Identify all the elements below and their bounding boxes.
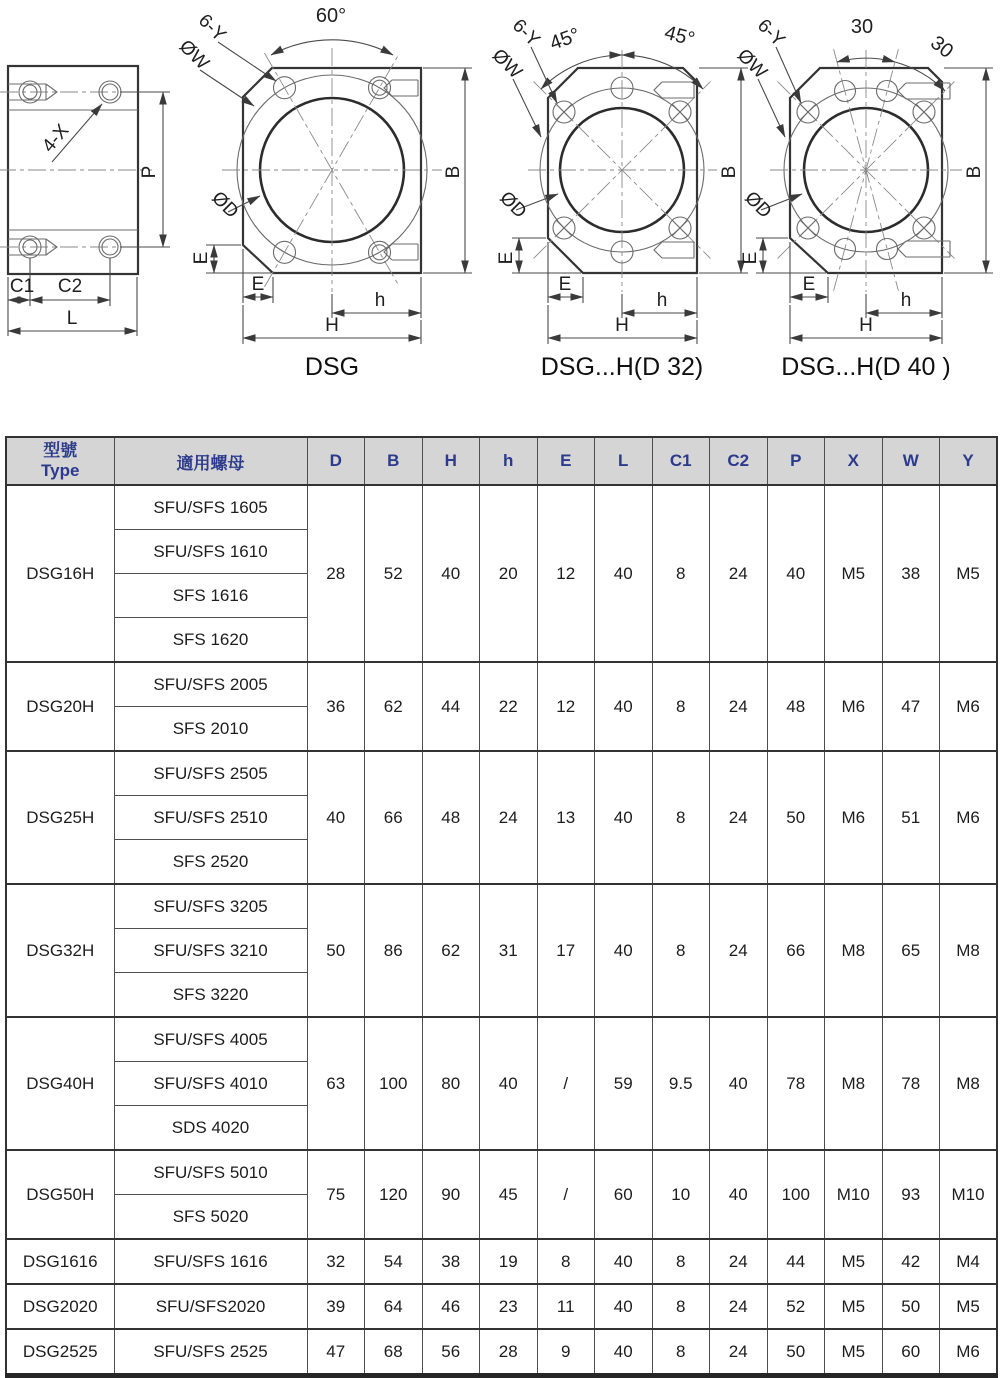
header-col-h: h [480,437,538,485]
cell-nut: SFU/SFS 4010 [114,1062,307,1106]
table-row [6,1150,997,1195]
cell-value: 8 [652,1284,710,1329]
dim-label-b: B [443,165,464,179]
cell-value: 100 [365,1017,423,1150]
cell-value: 9.5 [652,1017,710,1150]
cell-value: M8 [825,1017,883,1150]
cell-value: 62 [422,884,480,1017]
cell-value: M5 [825,1284,883,1329]
header-col-X: X [825,437,883,485]
hole-count-label: 4-X [38,120,74,157]
header-col-D: D [307,437,365,485]
technical-drawings [0,0,1000,430]
drawing-dsg [175,5,472,381]
cell-value: 54 [365,1239,423,1284]
dim-label-ow: ØW [732,45,771,84]
angle-label-60: 60° [315,5,347,27]
dim-label-od: ØD [495,187,531,223]
cell-nut: SFU/SFS 1616 [114,1239,307,1284]
dim-label-h-small: h [374,290,386,311]
cell-value: 36 [307,662,365,751]
hole-count-label: 6-Y [753,15,789,51]
dim-label-ow: ØW [174,36,213,75]
cell-value: 20 [480,485,538,662]
cell-value: 50 [767,1329,825,1376]
cell-value: M5 [940,485,998,662]
cell-value: 44 [767,1239,825,1284]
cell-value: 8 [537,1239,595,1284]
cell-value: 40 [307,751,365,884]
cell-value: M6 [825,751,883,884]
cell-value: 31 [480,884,538,1017]
table-row [6,1239,997,1284]
cell-value: 50 [882,1284,940,1329]
cell-model: DSG40H [6,1017,114,1150]
angle-label-45: 45° [546,23,583,55]
angle-label-45: 45° [662,21,698,51]
cell-model: DSG50H [6,1150,114,1239]
cell-value: M8 [940,884,998,1017]
cell-value: M6 [825,662,883,751]
cell-value: 59 [595,1017,653,1150]
hole-count-label: 6-Y [194,10,230,46]
cell-value: 13 [537,751,595,884]
cell-value: 60 [595,1150,653,1239]
dim-label-l: L [66,308,78,329]
cell-value: 62 [365,662,423,751]
cell-value: 12 [537,662,595,751]
cell-value: 9 [537,1329,595,1376]
cell-nut: SFS 2520 [114,840,307,885]
dim-label-ow: ØW [487,45,526,84]
cell-value: 17 [537,884,595,1017]
cell-nut: SDS 4020 [114,1106,307,1151]
dim-label-e: E [740,251,761,265]
cell-model: DSG32H [6,884,114,1017]
cell-nut: SFU/SFS 1610 [114,530,307,574]
cell-value: 45 [480,1150,538,1239]
cell-value: 40 [595,884,653,1017]
cell-value: / [537,1017,595,1150]
caption-dsg-h32: DSG...H(D 32) [540,353,704,381]
cell-value: 63 [307,1017,365,1150]
spec-table [5,436,998,1378]
cell-value: 8 [652,884,710,1017]
cell-value: M10 [940,1150,998,1239]
cell-value: 42 [882,1239,940,1284]
table-row [6,1017,997,1062]
cell-value: 40 [710,1150,768,1239]
cell-nut: SFU/SFS 4005 [114,1017,307,1062]
cell-nut: SFU/SFS 2005 [114,662,307,707]
cell-value: 52 [767,1284,825,1329]
cell-value: / [537,1150,595,1239]
cell-value: 90 [422,1150,480,1239]
drawing-side-view [0,66,170,336]
cell-value: 78 [767,1017,825,1150]
dim-label-h-big: H [325,315,339,336]
header-col-Y: Y [940,437,998,485]
cell-value: M8 [825,884,883,1017]
cell-nut: SFS 1620 [114,618,307,663]
cell-value: 39 [307,1284,365,1329]
table-row [6,1329,997,1376]
cell-value: 11 [537,1284,595,1329]
caption-dsg-h40: DSG...H(D 40 ) [781,353,951,381]
cell-value: 19 [480,1239,538,1284]
cell-nut: SFU/SFS 2510 [114,796,307,840]
dim-label-h-small: h [656,290,668,311]
cell-model: DSG16H [6,485,114,662]
cell-value: 24 [710,751,768,884]
cell-value: 66 [767,884,825,1017]
cell-value: 24 [710,1284,768,1329]
cell-value: 40 [595,485,653,662]
cell-value: M6 [940,662,998,751]
cell-model: DSG20H [6,662,114,751]
cell-value: 40 [595,1284,653,1329]
cell-nut: SFS 1616 [114,574,307,618]
cell-model: DSG25H [6,751,114,884]
cell-value: M6 [940,751,998,884]
screw-glyph [384,244,418,260]
cell-model: DSG1616 [6,1239,114,1284]
cell-nut: SFU/SFS2020 [114,1284,307,1329]
dim-label-e: E [496,251,517,265]
cell-value: M5 [825,1329,883,1376]
cell-value: 40 [595,1239,653,1284]
cell-value: 46 [422,1284,480,1329]
dim-label-c2: C2 [57,276,83,297]
caption-dsg: DSG [304,353,360,381]
header-col-B: B [365,437,423,485]
cell-value: 8 [652,662,710,751]
table-row [6,485,997,530]
dim-label-h-big: H [615,315,629,336]
angle-label-30: 30 [926,31,958,63]
table-row [6,751,997,796]
cell-nut: SFU/SFS 2505 [114,751,307,796]
table-row [6,662,997,707]
cell-value: 40 [595,662,653,751]
table-row [6,884,997,929]
cell-value: 40 [480,1017,538,1150]
cell-value: 8 [652,1329,710,1376]
cell-value: 8 [652,751,710,884]
table-header-row [6,437,997,485]
header-col-C2: C2 [710,437,768,485]
cell-value: 51 [882,751,940,884]
header-nut: 適用螺母 [114,437,307,485]
cell-value: 40 [595,751,653,884]
cell-value: 64 [365,1284,423,1329]
dim-label-h-big: H [859,315,873,336]
cell-value: 40 [710,1017,768,1150]
cell-value: 24 [710,1329,768,1376]
cell-value: 8 [652,1239,710,1284]
cell-value: 66 [365,751,423,884]
header-model [6,437,114,485]
cell-model: DSG2020 [6,1284,114,1329]
cell-value: 60 [882,1329,940,1376]
cell-value: 24 [710,662,768,751]
cell-value: 12 [537,485,595,662]
cell-value: M10 [825,1150,883,1239]
cell-value: 52 [365,485,423,662]
cell-value: 10 [652,1150,710,1239]
dim-label-e: E [191,251,212,265]
cell-value: M5 [825,1239,883,1284]
cell-value: 47 [882,662,940,751]
cell-value: 80 [422,1017,480,1150]
screw-glyph [384,80,418,96]
hole-count-label: 6-Y [508,15,544,51]
cell-value: 22 [480,662,538,751]
cell-value: M6 [940,1329,998,1376]
cell-value: 48 [422,751,480,884]
cell-value: 100 [767,1150,825,1239]
cell-value: 24 [710,1239,768,1284]
cell-value: 38 [422,1239,480,1284]
cell-value: 24 [710,884,768,1017]
dim-label-c1: C1 [9,276,35,297]
cell-value: 86 [365,884,423,1017]
cell-model: DSG2525 [6,1329,114,1376]
header-model-en: Type [41,461,80,480]
dim-label-p: P [139,165,160,179]
drawing-dsg-h32 [488,15,748,381]
cell-value: 38 [882,485,940,662]
header-col-L: L [595,437,653,485]
dim-label-od: ØD [207,187,243,223]
drawing-dsg-h40 [733,15,993,381]
cell-value: 24 [710,485,768,662]
cell-nut: SFS 5020 [114,1195,307,1240]
cell-value: M4 [940,1239,998,1284]
cell-nut: SFS 2010 [114,707,307,752]
cell-nut: SFU/SFS 5010 [114,1150,307,1195]
header-col-C1: C1 [652,437,710,485]
header-col-W: W [882,437,940,485]
dim-label-od: ØD [740,187,776,223]
cell-nut: SFU/SFS 1605 [114,485,307,530]
cell-value: M8 [940,1017,998,1150]
dim-label-h-small: h [900,290,912,311]
cell-value: 47 [307,1329,365,1376]
cell-value: 8 [652,485,710,662]
cell-value: 23 [480,1284,538,1329]
cell-value: 40 [767,485,825,662]
cell-nut: SFU/SFS 3210 [114,929,307,973]
cell-value: 56 [422,1329,480,1376]
header-col-H: H [422,437,480,485]
header-model-cn: 型號 [43,441,78,461]
cell-value: 40 [595,1329,653,1376]
cell-nut: SFU/SFS 2525 [114,1329,307,1376]
cell-value: 24 [480,751,538,884]
dim-label-b: B [719,165,740,179]
cell-value: 32 [307,1239,365,1284]
cell-value: 40 [422,485,480,662]
cell-value: 78 [882,1017,940,1150]
cell-value: 28 [480,1329,538,1376]
cell-value: 50 [307,884,365,1017]
cell-value: 65 [882,884,940,1017]
dim-label-e: E [802,274,816,295]
angle-label-30: 30 [850,16,874,38]
cell-value: 28 [307,485,365,662]
cell-nut: SFU/SFS 3205 [114,884,307,929]
cell-value: 120 [365,1150,423,1239]
cell-value: 44 [422,662,480,751]
cell-value: 93 [882,1150,940,1239]
cell-value: 68 [365,1329,423,1376]
header-col-E: E [537,437,595,485]
cell-value: 75 [307,1150,365,1239]
dim-label-e: E [251,274,265,295]
cell-value: 50 [767,751,825,884]
cell-value: M5 [825,485,883,662]
dim-label-e: E [558,274,572,295]
header-col-P: P [767,437,825,485]
dim-label-b: B [964,165,985,179]
cell-nut: SFS 3220 [114,973,307,1018]
cell-value: 48 [767,662,825,751]
cell-value: M5 [940,1284,998,1329]
table-row [6,1284,997,1329]
